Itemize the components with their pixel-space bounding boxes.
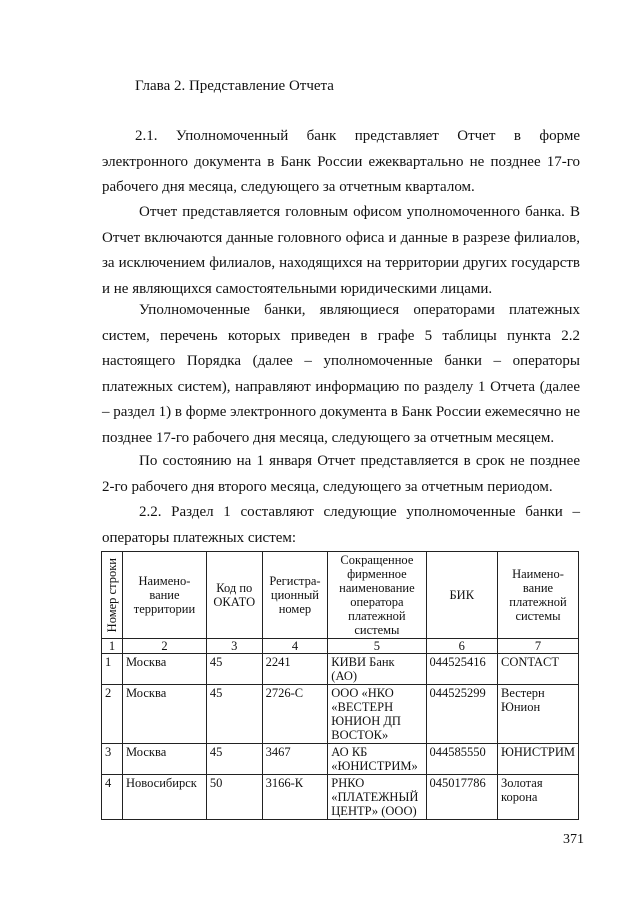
paragraph-2-1: 2.1. Уполномоченный банк представляет Отчет в форме электронного документа в Банк России ежеквартально не позднее 17-го рабочего дня месяца, следующего за отчетным кварталом.	[102, 128, 580, 195]
table-header-row	[102, 552, 579, 639]
paragraph-2-2: 2.2. Раздел 1 составляют следующие уполномоченные банки – операторы платежных систем:	[102, 504, 580, 546]
chapter-title: Глава 2. Представление Отчета	[135, 78, 334, 94]
header-row-number: Номер строки	[102, 552, 123, 639]
column-number: 2	[123, 639, 207, 654]
operators-table	[101, 551, 579, 820]
cell-territory: Москва	[123, 744, 207, 775]
column-number: 5	[328, 639, 426, 654]
cell-payment-system: CONTACT	[498, 654, 579, 685]
header-bik: БИК	[426, 552, 497, 639]
cell-reg-number: 2241	[262, 654, 328, 685]
cell-row-number: 4	[102, 775, 123, 820]
cell-bik: 044525416	[426, 654, 497, 685]
paragraph-payment-operators: Уполномоченные банки, являющиеся операторами платежных систем, перечень которых приведен в графе 5 таблицы пункта 2.2 настоящего Порядка (далее – уполномоченные банки – операторы платежных систем), направляют информацию по разделу 1 Отчета (далее – раздел 1) в форме электронного документа в Банк России ежемесячно не позднее 17-го рабочего дня месяца, следующего за отчетным месяцем.	[102, 302, 580, 446]
column-number: 7	[498, 639, 579, 654]
table-row	[102, 744, 579, 775]
cell-row-number: 3	[102, 744, 123, 775]
cell-operator-name: РНКО «ПЛАТЕЖНЫЙ ЦЕНТР» (ООО)	[328, 775, 426, 820]
cell-operator-name: КИВИ Банк (АО)	[328, 654, 426, 685]
header-payment-system: Наимено-вание платежной системы	[498, 552, 579, 639]
cell-bik: 044525299	[426, 685, 497, 744]
cell-territory: Москва	[123, 685, 207, 744]
header-territory: Наимено-вание территории	[123, 552, 207, 639]
header-reg-number: Регистра-ционный номер	[262, 552, 328, 639]
cell-okato: 45	[206, 744, 262, 775]
cell-territory: Москва	[123, 654, 207, 685]
page-number: 371	[563, 832, 584, 847]
column-number: 3	[206, 639, 262, 654]
cell-okato: 50	[206, 775, 262, 820]
cell-payment-system: ЮНИСТРИМ	[498, 744, 579, 775]
paragraph-report-submission: Отчет представляется головным офисом уполномоченного банка. В Отчет включаются данные головного офиса и данные в разрезе филиалов, за исключением филиалов, находящихся на территории других государств и не являющихся самостоятельными юридическими лицами.	[102, 204, 580, 297]
cell-operator-name: АО КБ «ЮНИСТРИМ»	[328, 744, 426, 775]
table-row	[102, 685, 579, 744]
cell-operator-name: ООО «НКО «ВЕСТЕРН ЮНИОН ДП ВОСТОК»	[328, 685, 426, 744]
cell-territory: Новосибирск	[123, 775, 207, 820]
cell-payment-system: Вестерн Юнион	[498, 685, 579, 744]
cell-reg-number: 3166-К	[262, 775, 328, 820]
cell-row-number: 1	[102, 654, 123, 685]
cell-bik: 045017786	[426, 775, 497, 820]
cell-reg-number: 2726-С	[262, 685, 328, 744]
cell-okato: 45	[206, 654, 262, 685]
cell-payment-system: Золотая корона	[498, 775, 579, 820]
table-row	[102, 654, 579, 685]
table-row	[102, 775, 579, 820]
cell-reg-number: 3467	[262, 744, 328, 775]
column-number: 1	[102, 639, 123, 654]
header-okato: Код по ОКАТО	[206, 552, 262, 639]
cell-okato: 45	[206, 685, 262, 744]
cell-bik: 044585550	[426, 744, 497, 775]
cell-row-number: 2	[102, 685, 123, 744]
column-number: 4	[262, 639, 328, 654]
paragraph-january-deadline: По состоянию на 1 января Отчет представляется в срок не позднее 2-го рабочего дня второго месяца, следующего за отчетным периодом.	[102, 453, 580, 495]
header-operator-name: Сокращенное фирменное наименование оператора платежной системы	[328, 552, 426, 639]
column-number: 6	[426, 639, 497, 654]
table-column-numbers-row	[102, 639, 579, 654]
